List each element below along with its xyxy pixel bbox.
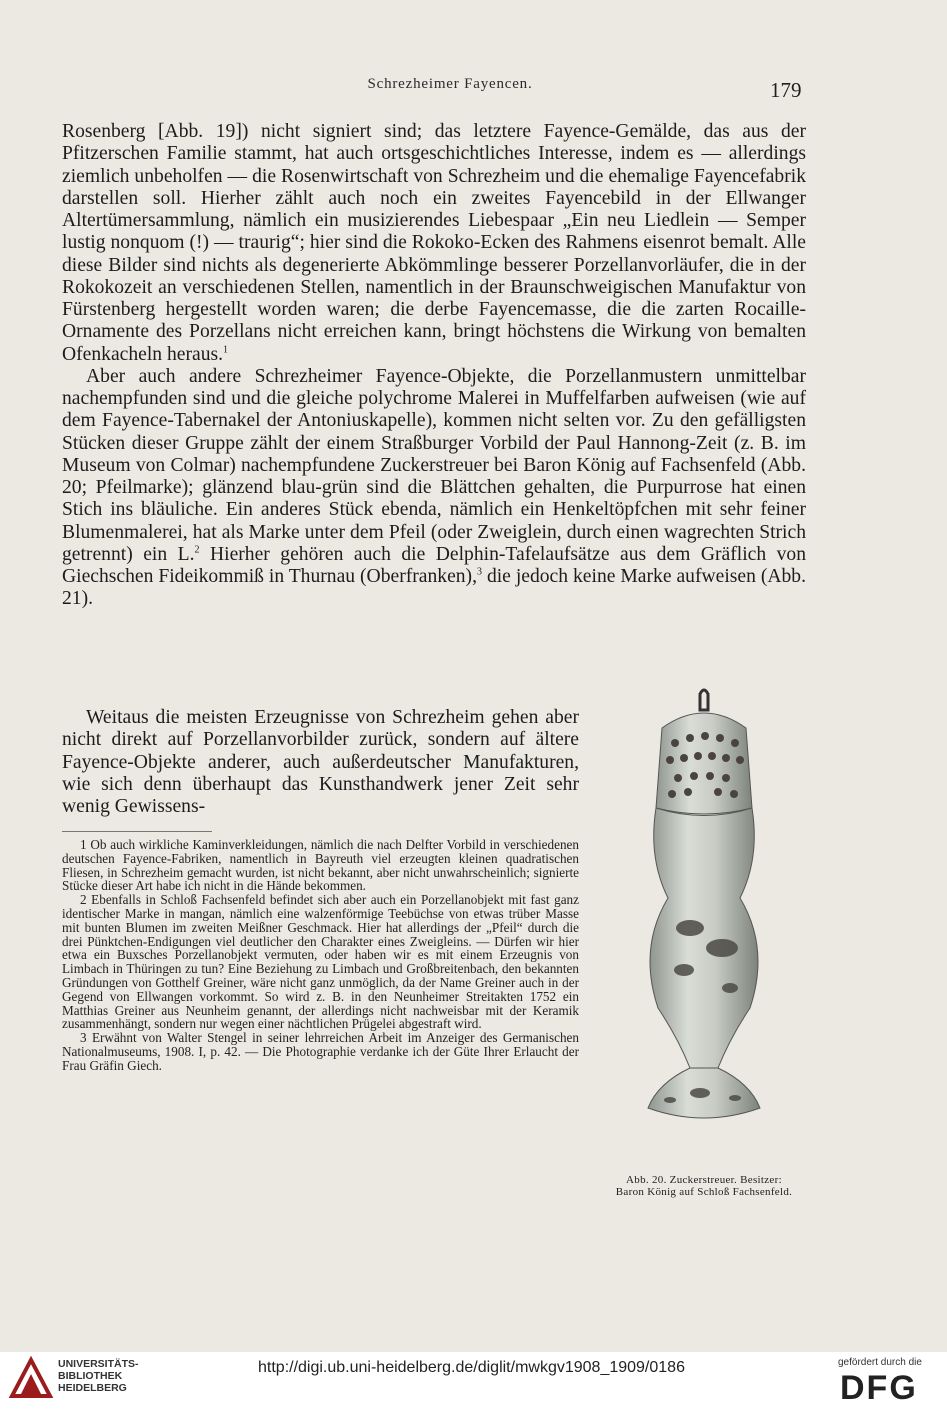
sugar-caster-illustration (600, 688, 812, 1148)
caption-line-1: Abb. 20. Zuckerstreuer. Besitzer: (626, 1174, 782, 1186)
paragraph-2-text-a: Aber auch andere Schrezheimer Fayence-Objekte, die Porzellanmustern unmittelbar nachempfunden sind und die gleiche polychrome Malerei in Muffelfarben aufweisen (wie auf dem Fayence-Tabernakel der Antoniuskapelle), kommen nicht selten vor. Zu den gefälligsten Stücken dieser Gruppe zählt der einem Straßburger Vorbild der Paul Hannong-Zeit (z. B. im Museum von Colmar) nachempfundene Zuckerstreuer bei Baron König auf Fachsenfeld (Abb. 20; Pfeilmarke); glänzend blau-grün sind die Blättchen gehalten, die Purpurrose hat einen Stich ins bläuliche. Ein anderes Stück ebenda, nämlich ein Henkeltöpfchen mit sehr feiner Blumenmalerei, hat als Marke unter dem Pfeil (oder Zweiglein, durch einen wagrechten Strich getrennt) ein L. (62, 365, 806, 565)
library-line-3: HEIDELBERG (58, 1382, 127, 1394)
figure-caption (596, 1174, 812, 1198)
body-text-narrow (62, 707, 579, 818)
footnote-ref-1: 1 (223, 343, 229, 355)
university-library-logo-icon (8, 1356, 54, 1402)
page-number: 179 (770, 78, 802, 102)
footnote-1: 1 Ob auch wirkliche Kaminverkleidungen, nämlich die nach Delfter Vorbild in verschiedenen deutschen Fayence-Fabriken, namentlich in Bayreuth viel erzeugten kleinen quadratischen Fliesen, in Schrezheim gemacht wurden, ist nicht bekannt, aber nicht unwahrscheinlich; signierte Stücke dieser Art habe ich nicht in die Hände bekommen. (62, 837, 579, 894)
paragraph-3: Weitaus die meisten Erzeugnisse von Schrezheim gehen aber nicht direkt auf Porzellanvorbilder zurück, sondern auf ältere Fayence-Objekte anderer, auch außerdeutscher Manufakturen, wie sich denn überhaupt das Kunsthandwerk jener Zeit sehr wenig Gewissens- (62, 707, 579, 817)
running-head: Schrezheimer Fayencen. (367, 76, 533, 92)
body-text-full-width (62, 121, 806, 611)
paragraph-1 (62, 121, 806, 366)
source-url-link[interactable]: http://digi.ub.uni-heidelberg.de/diglit/mwkgv1908_1909/0186 (258, 1359, 685, 1376)
paragraph-1-text: Rosenberg [Abb. 19]) nicht signiert sind; das letztere Fayence-Gemälde, das aus der Pfitzerschen Familie stammt, hat auch ortsgeschichtliches Interesse, indem es — allerdings ziemlich unbeholfen — die Rosenwirtschaft von Schrezheim und die ehemalige Fayencefabrik darstellen soll. Hierher zählt auch noch ein zweites Fayencebild in der Ellwanger Altertümersammlung, nämlich ein musizierendes Liebespaar „Ein neu Liedlein — Semper lustig nonquom (!) — traurig“; hier sind die Rokoko-Ecken des Rahmens eisenrot bemalt. Alle diese Bilder sind nichts als degenerierte Abkömmlinge besserer Porzellanvorläufer, die in der Rokokozeit an verschiedenen Stellen, namentlich in der Braunschweigischen Manufaktur von Fürstenberg hergestellt worden waren; die derbe Fayencemasse, die die zarten Rocaille-Ornamente des Porzellans nicht erreichen kann, bringt höchstens die Wirkung von bemalten Ofenkacheln heraus. (62, 121, 806, 365)
footnote-rule (62, 831, 212, 832)
footnote-ref-2: 2 (194, 544, 200, 556)
paragraph-2-text-c: die jedoch keine Marke aufweisen (Abb. 21). (62, 566, 806, 610)
paragraph-2 (62, 366, 806, 611)
paragraph-2-text-b: Hierher gehören auch die Delphin-Tafelaufsätze aus dem Gräflich von Giechschen Fideikommiß in Thurnau (Oberfranken), (62, 543, 807, 587)
footnote-2: 2 Ebenfalls in Schloß Fachsenfeld befindet sich aber auch ein Porzellanobjekt mit fast ganz identischer Marke in mangan, nämlich eine walzenförmige Teebüchse von etwas trüber Masse mit bunten Blumen im zweiten Meißner Geschmack. Hier hat allerdings der „Pfeil“ durch die drei Pünktchen-Endigungen viel deutlicher den Charakter eines Zweigleins. — Dürfen wir hier etwa ein Buxsches Porzellanobjekt vermuten, oder haben wir es mit einem Erzeugnis von Limbach in Thüringen zu tun? Eine Beziehung zu Limbach und Großbreitenbach, den bekannten Gründungen von Gotthelf Greiner, wäre nicht ganz unmöglich, da der Name Greiner auch in der Gegend von Ellwangen vorkommt. So wird z. B. in den Neunheimer Streitakten 1752 ein Matthias Greiner aus Neunheim genannt, der allerdings nicht nachweisbar mit der Keramik zusammenhängt, sondern nur wegen einer nächtlichen Prügelei abgestraft wird. (62, 892, 579, 1032)
funded-by-label: gefördert durch die (838, 1357, 922, 1368)
library-name (58, 1358, 139, 1394)
figure-sugar-caster (600, 688, 812, 1148)
footnote-3: 3 Erwähnt von Walter Stengel in seiner lehrreichen Arbeit im Anzeiger des Germanischen Nationalmuseums, 1908. I, p. 42. — Die Photographie verdanke ich der Güte Ihrer Erlaucht der Frau Gräfin Giech. (62, 1030, 579, 1073)
library-line-2: BIBLIOTHEK (58, 1370, 123, 1382)
library-line-1: UNIVERSITÄTS- (58, 1358, 139, 1370)
footnote-ref-3: 3 (477, 566, 482, 578)
caption-line-2: Baron König auf Schloß Fachsenfeld. (615, 1186, 793, 1198)
dfg-logo: DFG (840, 1369, 918, 1407)
footnotes (62, 838, 579, 1073)
